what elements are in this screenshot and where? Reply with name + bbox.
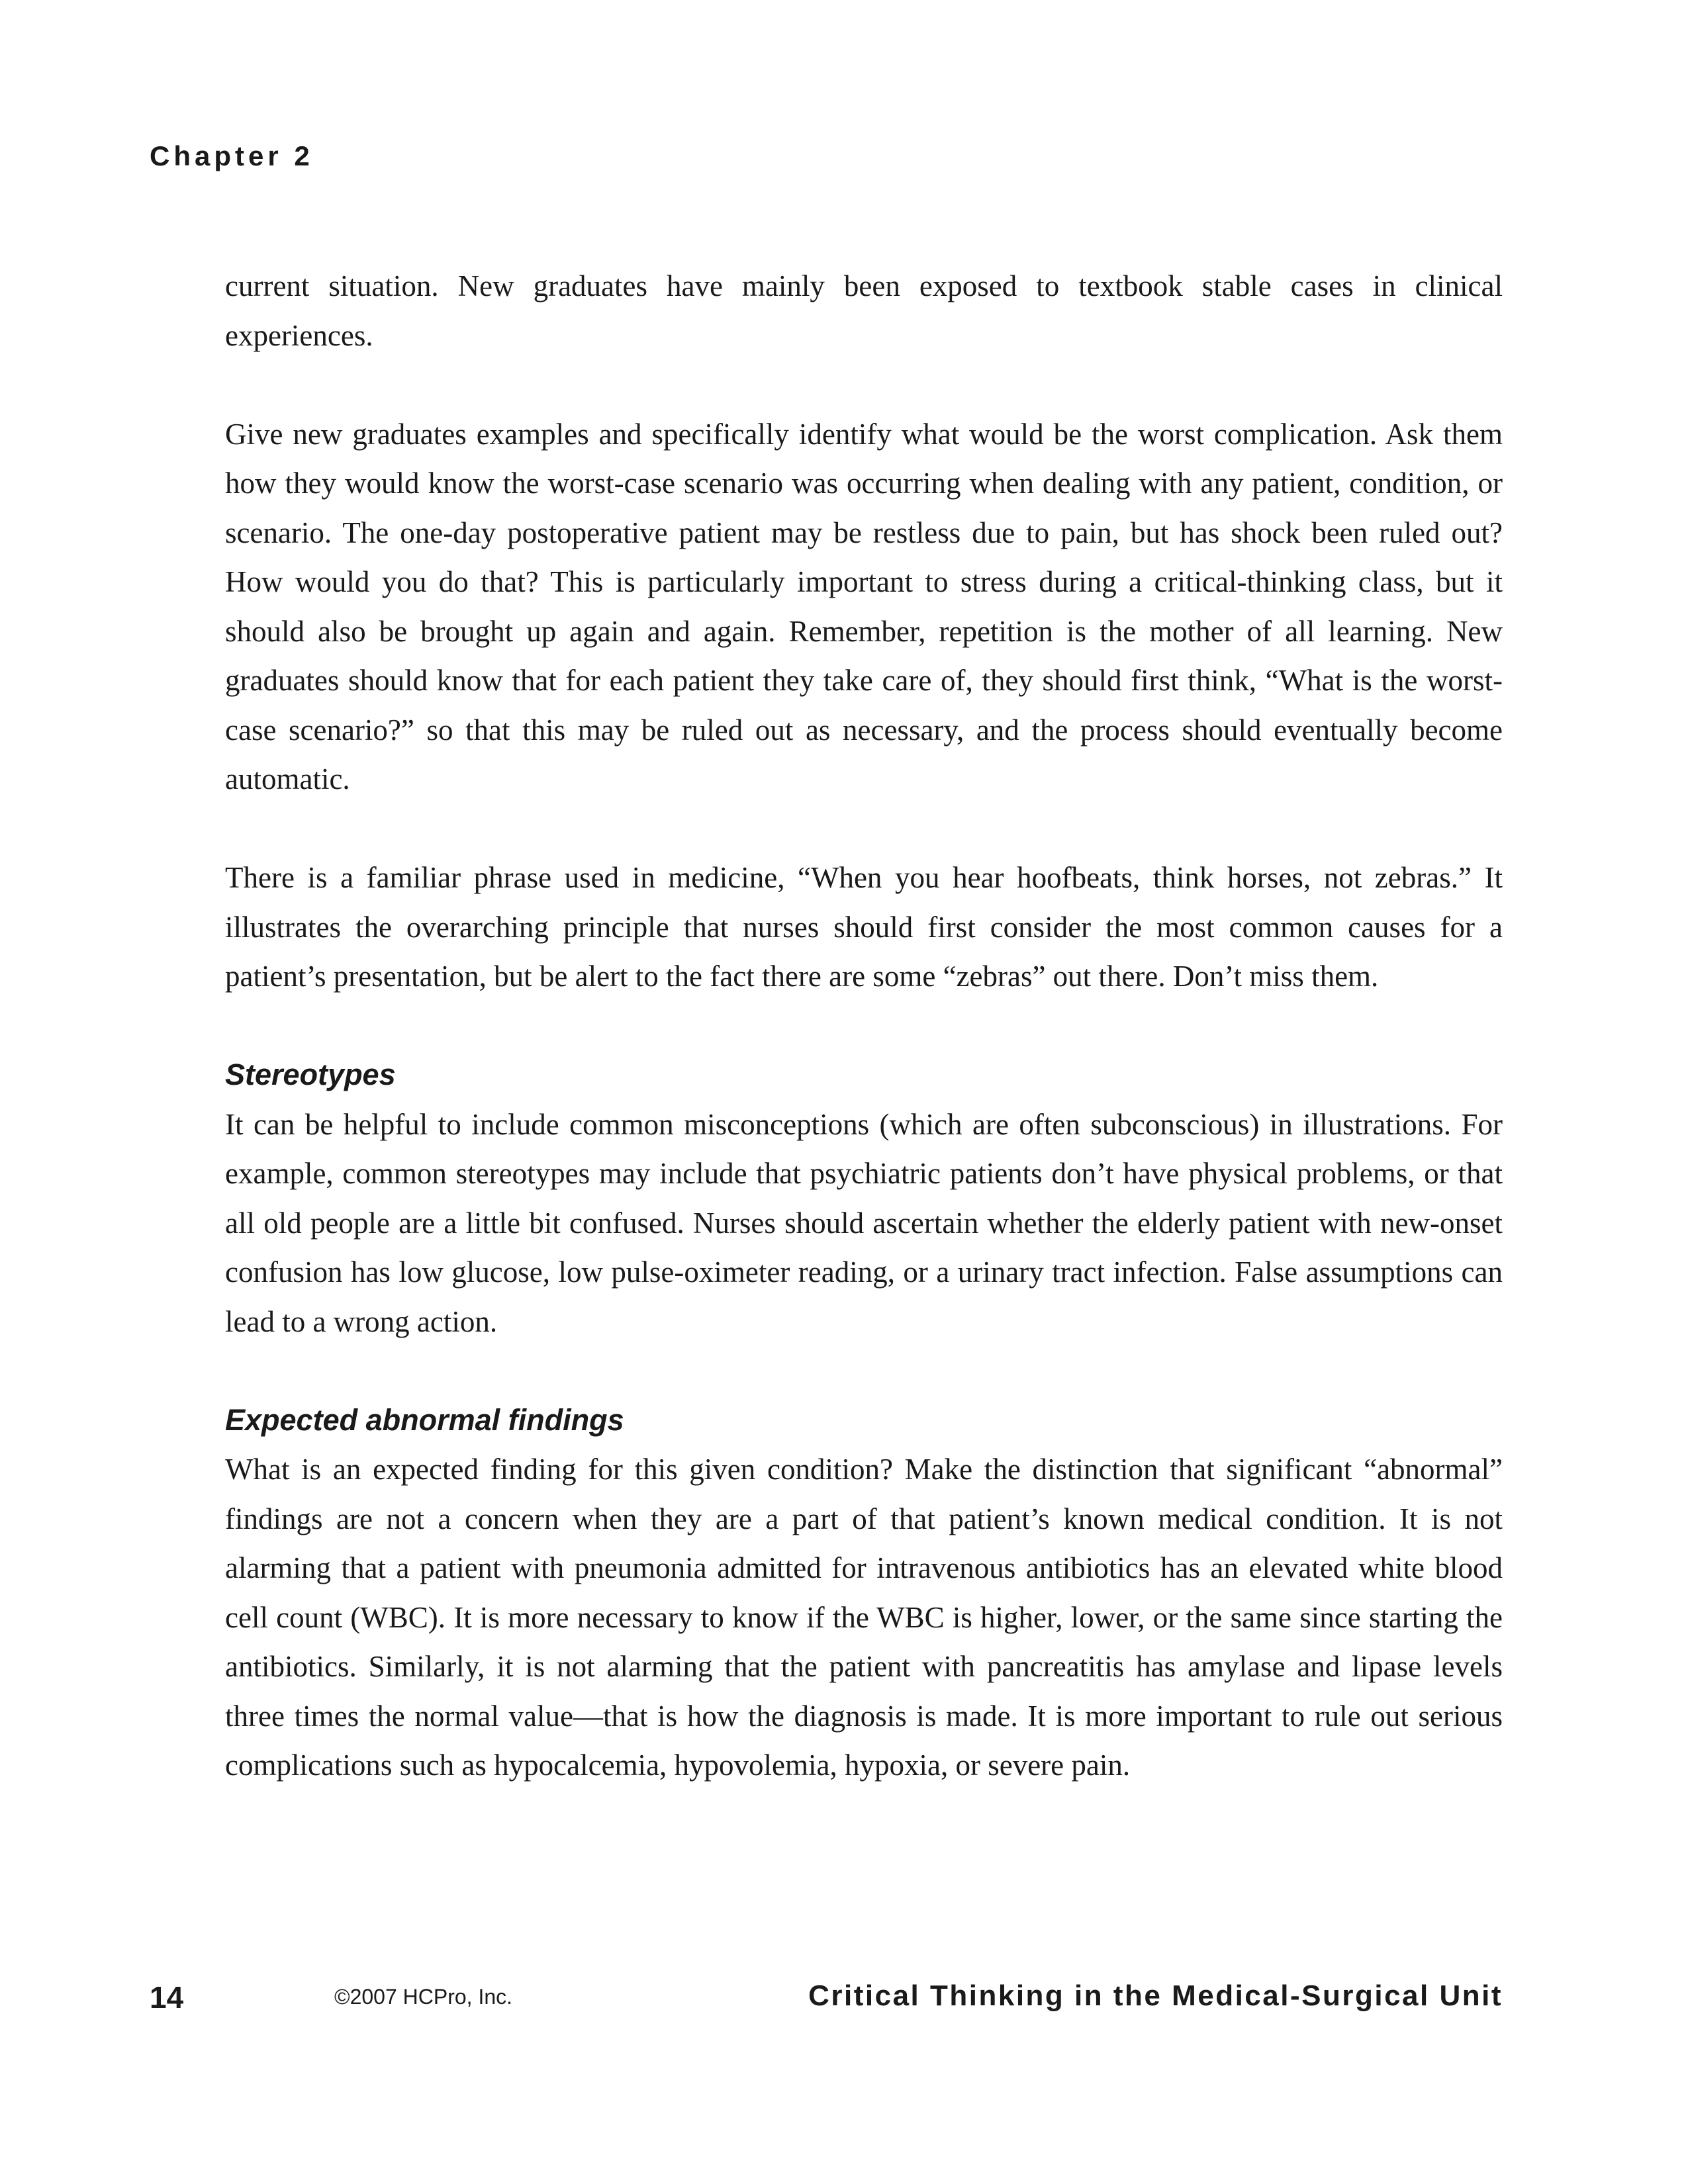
section-heading-stereotypes: Stereotypes <box>225 1058 396 1091</box>
page-footer <box>0 1976 1688 2022</box>
book-title: Critical Thinking in the Medical-Surgical Unit <box>808 1979 1503 2012</box>
paragraph-3: There is a familiar phrase used in medicine, “When you hear hoofbeats, think horses, not zebras.” It illustrates the overarching principle that nurses should first consider the most common causes for a patient’s presentation, but be alert to the fact there are some “zebras” out there. Don’t miss them. <box>225 861 1503 993</box>
chapter-header: Chapter 2 <box>150 140 314 171</box>
paragraph-1: current situation. New graduates have mainly been exposed to textbook stable cases in clinical experiences. <box>225 269 1503 352</box>
page-number: 14 <box>150 1980 184 2015</box>
paragraph-2: Give new graduates examples and specifically identify what would be the worst complication. Ask them how they would know the worst-case scenario was occurring when dealing with any patient, condition, or scenario. The one-day postoperative patient may be restless due to pain, but has shock been ruled out? How would you do that? This is particularly important to stress during a critical-thinking class, but it should also be brought up again and again. Remember, repetition is the mother of all learning. New graduates should know that for each patient they take care of, they should first think, “What is the worst-case scenario?” so that this may be ruled out as necessary, and the process should eventually become automatic. <box>225 417 1503 796</box>
section-heading-expected-abnormal-findings: Expected abnormal findings <box>225 1402 624 1437</box>
paragraph-stereotypes: It can be helpful to include common misconceptions (which are often subconscious) in illustrations. For example, common stereotypes may include that psychiatric patients don’t have physical problems, or that all old people are a little bit confused. Nurses should ascertain whether the elderly patient with new-onset confusion has low glucose, low pulse-oximeter reading, or a urinary tract infection. False assumptions can lead to a wrong action. <box>225 1107 1503 1338</box>
page-body <box>225 261 1503 1790</box>
paragraph-expected-abnormal-findings: What is an expected finding for this given condition? Make the distinction that significant “abnormal” findings are not a concern when they are a part of that patient’s known medical condition. It is not alarming that a patient with pneumonia admitted for intravenous antibiotics has an elevated white blood cell count (WBC). It is more necessary to know if the WBC is higher, lower, or the same since starting the antibiotics. Similarly, it is not alarming that the patient with pancreatitis has amylase and lipase levels three times the normal value—that is how the diagnosis is made. It is more important to rule out serious complications such as hypocalcemia, hypovolemia, hypoxia, or severe pain. <box>225 1453 1503 1782</box>
copyright-notice: ©2007 HCPro, Inc. <box>334 1985 513 2009</box>
